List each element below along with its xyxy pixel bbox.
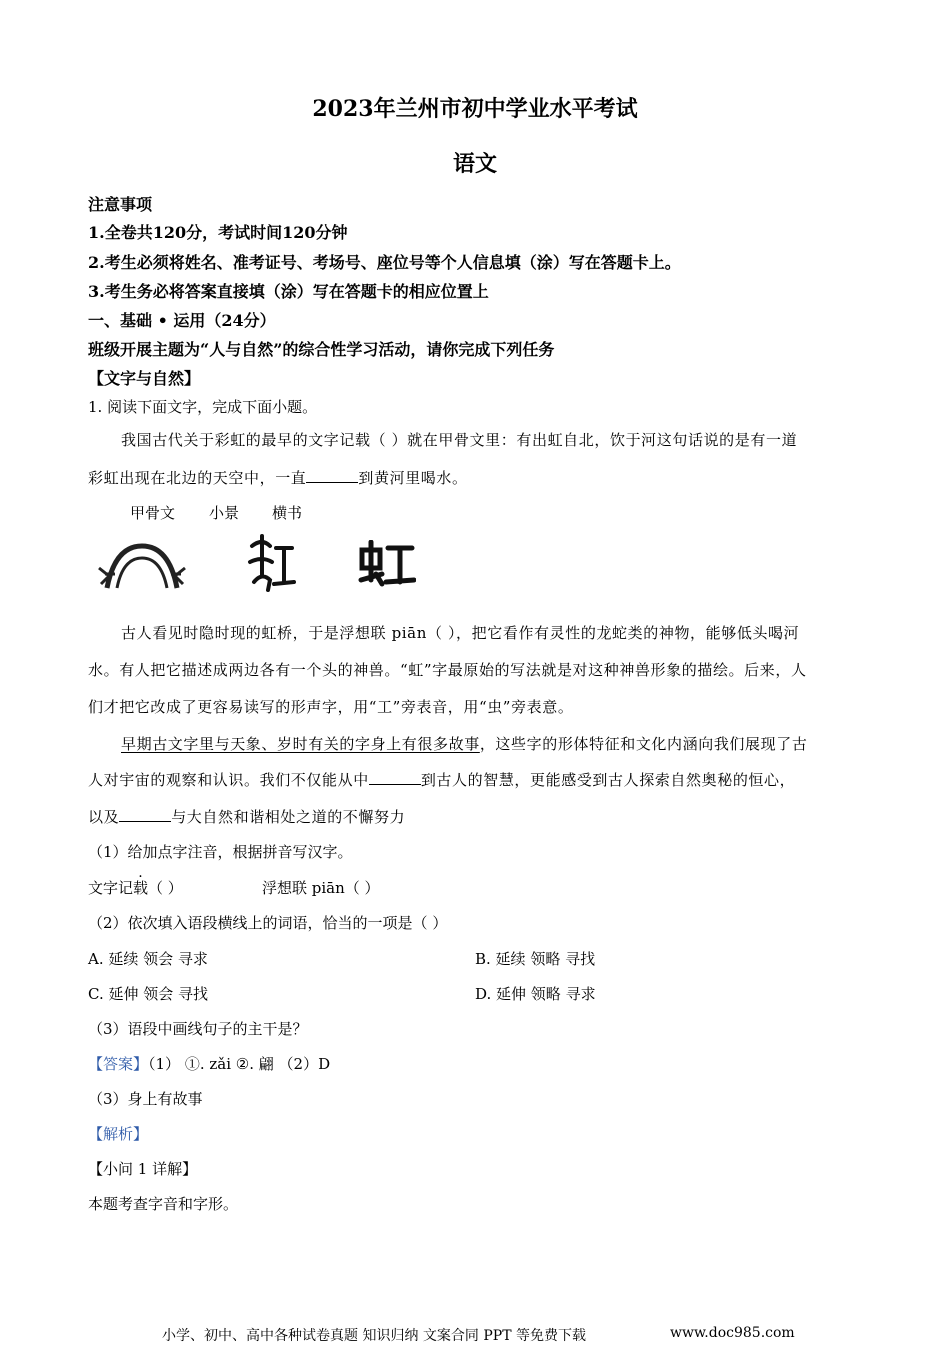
passage-line: 早期古文字里与天象、岁时有关的字身上有很多故事，这些字的形体特征和文化内涵向我们展现了古 [121,735,808,753]
answer-line-2: （3）身上有故事 [88,1090,203,1108]
notice-heading: 注意事项 [88,195,153,214]
option-c: C. 延伸 领会 寻找 [88,985,209,1003]
regular-script-rainbow-glyph [358,540,416,588]
subquestion-1-item-b: 浮想联 piān（ ） [262,879,380,897]
footer-link[interactable]: www.doc985.com [670,1325,795,1341]
answer-line: 【答案】（1） ①. zǎi ②. 翩 （2）D [88,1055,331,1073]
subquestion-3: （3）语段中画线句子的主干是？ [88,1020,308,1038]
answer-label: 【答案】 [88,1055,149,1073]
figure-label-regular: 横书 [272,504,303,522]
subquestion-1-item-a: 文字记载（ ） [88,879,183,897]
figure-label-oracle: 甲骨文 [130,504,176,522]
question-stem: 1. 阅读下面文字，完成下面小题。 [88,398,318,416]
footer-text: 小学、初中、高中各种试卷真题 知识归纳 文案合同 PPT 等免费下载 [162,1328,586,1344]
exam-title: 2023年兰州市初中学业水平考试 [312,96,638,122]
analysis-subheading: 【小问 1 详解】 [88,1160,198,1178]
passage-line: 古人看见时隐时现的虹桥，于是浮想联 piān（ ），把它看作有灵性的龙蛇类的神物，能够低头喝河 [121,624,800,642]
section-subtitle: 【文字与自然】 [88,369,201,388]
notice-item: 2.考生必须将姓名、准考证号、考场号、座位号等个人信息填（涂）写在答题卡上。 [88,253,681,272]
passage-line: 彩虹出现在北边的天空中，一直 到黄河里喝水。 [88,469,468,487]
emphasis-dot-char: 载 [133,879,149,897]
notice-item: 3.考生务必将答案直接填（涂）写在答题卡的相应位置上 [88,282,489,301]
figure-label-seal: 小景 [209,504,240,522]
seal-script-rainbow-glyph [246,532,296,594]
option-a: A. 延续 领会 寻求 [88,950,208,968]
notice-item: 1.全卷共120分，考试时间120分钟 [88,223,348,242]
analysis-label: 【解析】 [88,1125,149,1143]
passage-line: 我国古代关于彩虹的最早的文字记载（ ）就在甲骨文里：有出虹自北，饮于河这句话说的是有一道 [121,431,798,449]
subject-title: 语文 [452,151,497,177]
section-intro: 班级开展主题为“人与自然”的综合性学习活动，请你完成下列任务 [88,340,555,359]
section-title: 一、基础 • 运用（24分） [88,311,276,330]
passage-line: 们才把它改成了更容易读写的形声字，用“工”旁表音，用“虫”旁表意。 [88,698,574,716]
passage-line: 水。有人把它描述成两边各有一个头的神兽。“虹”字最原始的写法就是对这种神兽形象的描绘。后来，人 [88,661,807,679]
subquestion-1: （1）给加点字注音，根据拼音写汉字。 [88,843,353,861]
subquestion-2: （2）依次填入语段横线上的词语，恰当的一项是（ ） [88,914,448,932]
option-d: D. 延伸 领略 寻求 [475,985,596,1003]
oracle-bone-rainbow-glyph [95,538,190,593]
passage-line: 人对宇宙的观察和认识。我们不仅能从中 到古人的智慧，更能感受到古人探索自然奥秘的恒心， [88,771,796,789]
option-b: B. 延续 领略 寻找 [475,950,596,968]
underlined-sentence: 早期古文字里与天象、岁时有关的字身上有很多故事 [121,735,480,753]
passage-line: 以及 与大自然和谐相处之道的不懈努力 [88,808,406,826]
analysis-text: 本题考查字音和字形。 [88,1195,239,1213]
